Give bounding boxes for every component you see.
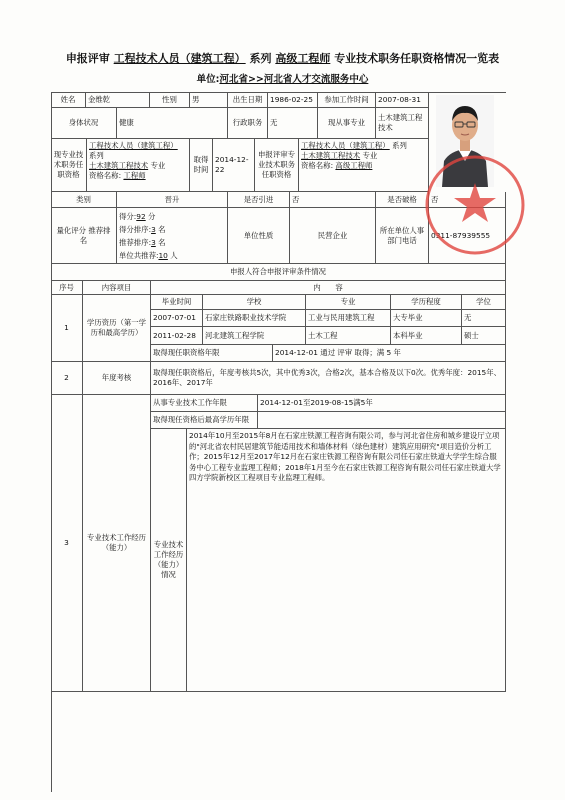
ranking-label: 量化评分 推荐排名: [51, 208, 117, 264]
item-3-no: 3: [51, 395, 83, 692]
annual-review-text: 取得现任职资格后，年度考核共5次，其中优秀3次，合格2次，基本合格及以下0次。优秀年度：2015年、2016年、2017年: [151, 362, 506, 395]
applicant-photo: [436, 95, 494, 187]
admin-value: 无: [268, 108, 318, 139]
nature-label: 单位性质: [228, 208, 290, 264]
table-row: 无: [462, 310, 506, 327]
document-title: 申报评审 工程技术人员（建筑工程） 系列 高级工程师 专业技术职务任职资格情况一览表: [65, 52, 500, 65]
item-2-label: 年度考核: [83, 362, 151, 395]
work-years-label: 从事专业技术工作年限: [151, 395, 258, 412]
table-row: 石家庄铁路职业技术学院: [203, 310, 306, 327]
got-label: 取得时间: [190, 139, 213, 192]
dob-label: 出生日期: [228, 92, 268, 108]
current-qual-value: 工程技术人员（建筑工程） 系列 土木建筑工程技术 专业 资格名称: 工程师: [87, 139, 190, 192]
experience-sub-label: 专业技术工作经历（能力）情况: [151, 429, 187, 692]
category-value: 晋升: [117, 192, 228, 208]
item-2-no: 2: [51, 362, 83, 395]
item-1-label: 学历资历（第一学历和最高学历）: [83, 295, 151, 362]
name-value: 金维乾: [86, 92, 150, 108]
experience-text: 2014年10月至2015年8月在石家庄铁源工程咨询有限公司，参与河北省住房和城乡建设厅立项的"河北省农村民居建筑节能适用技术和墙体材料（绿色建材）建筑应用研究"项目造价分析工作；2015年12月至2017年12月在石家庄铁源工程咨询有限公司任石家庄铁道大学学生综合服务中心工程专业监理工程师；2018年1月至今在石家庄铁源工程咨询有限公司任石家庄铁道大学四方学院新校区工程项目专业监理工程师。: [187, 429, 506, 692]
edu-years-value: [258, 412, 506, 429]
col-content-header: 内 容: [151, 281, 506, 295]
apply-qual-value: 工程技术人员（建筑工程） 系列 土木建筑工程技术 专业 资格名称: 高级工程师: [299, 139, 429, 192]
name-label: 姓名: [51, 92, 86, 108]
edu-col-school: 学校: [203, 295, 306, 310]
gender-value: 男: [190, 92, 228, 108]
gender-label: 性别: [150, 92, 190, 108]
exception-value: 否: [429, 192, 506, 208]
job-label: 现从事专业: [318, 108, 376, 139]
phone-label: 所在单位人事部门电话: [376, 208, 429, 264]
edu-col-degree: 学位: [462, 295, 506, 310]
edu-col-major: 专业: [306, 295, 391, 310]
health-value: 健康: [117, 108, 228, 139]
introduced-label: 是否引进: [228, 192, 290, 208]
category-label: 类别: [51, 192, 117, 208]
table-row: 河北建筑工程学院: [203, 327, 306, 345]
unit-line: 单位:河北省>>河北省人才交流服务中心: [196, 74, 369, 85]
nature-value: 民营企业: [290, 208, 376, 264]
qual-years-label: 取得现任职资格年限: [151, 345, 273, 362]
edu-col-grad-date: 毕业时间: [151, 295, 203, 310]
table-row: 2007-07-01: [151, 310, 203, 327]
ranking-values: 得分:92 分 得分排序:3 名 推荐排序:3 名 单位共推荐:10 人: [117, 208, 228, 264]
edu-col-level: 学历程度: [391, 295, 462, 310]
item-3-label: 专业技术工作经历（能力）: [83, 395, 151, 692]
edu-years-label: 取得现任资格后最高学历年限: [151, 412, 258, 429]
table-row: 2011-02-28: [151, 327, 203, 345]
health-label: 身体状况: [51, 108, 117, 139]
got-value: 2014-12-22: [213, 139, 255, 192]
item-1-no: 1: [51, 295, 83, 362]
table-row: 硕士: [462, 327, 506, 345]
apply-qual-label: 申报评审专业技术职务任职资格: [255, 139, 299, 192]
admin-label: 行政职务: [228, 108, 268, 139]
work-years-value: 2014-12-01至2019-08-15满5年: [258, 395, 506, 412]
job-value: 土木建筑工程技术: [376, 108, 429, 139]
col-item-header: 内容项目: [83, 281, 151, 295]
col-no-header: 序号: [51, 281, 83, 295]
table-row: 大专毕业: [391, 310, 462, 327]
qual-years-value: 2014-12-01 通过 评审 取得；满 5 年: [273, 345, 506, 362]
work-label: 参加工作时间: [318, 92, 376, 108]
phone-value: 0311-87939555: [429, 208, 506, 264]
table-row: 工业与民用建筑工程: [306, 310, 391, 327]
exception-label: 是否破格: [376, 192, 429, 208]
introduced-value: 否: [290, 192, 376, 208]
table-row: 本科毕业: [391, 327, 462, 345]
current-qual-label: 现专业技术职务任职资格: [51, 139, 87, 192]
conditions-section-header: 申报人符合申报评审条件情况: [51, 264, 506, 281]
dob-value: 1986-02-25: [268, 92, 318, 108]
work-value: 2007-08-31: [376, 92, 429, 108]
table-row: 土木工程: [306, 327, 391, 345]
